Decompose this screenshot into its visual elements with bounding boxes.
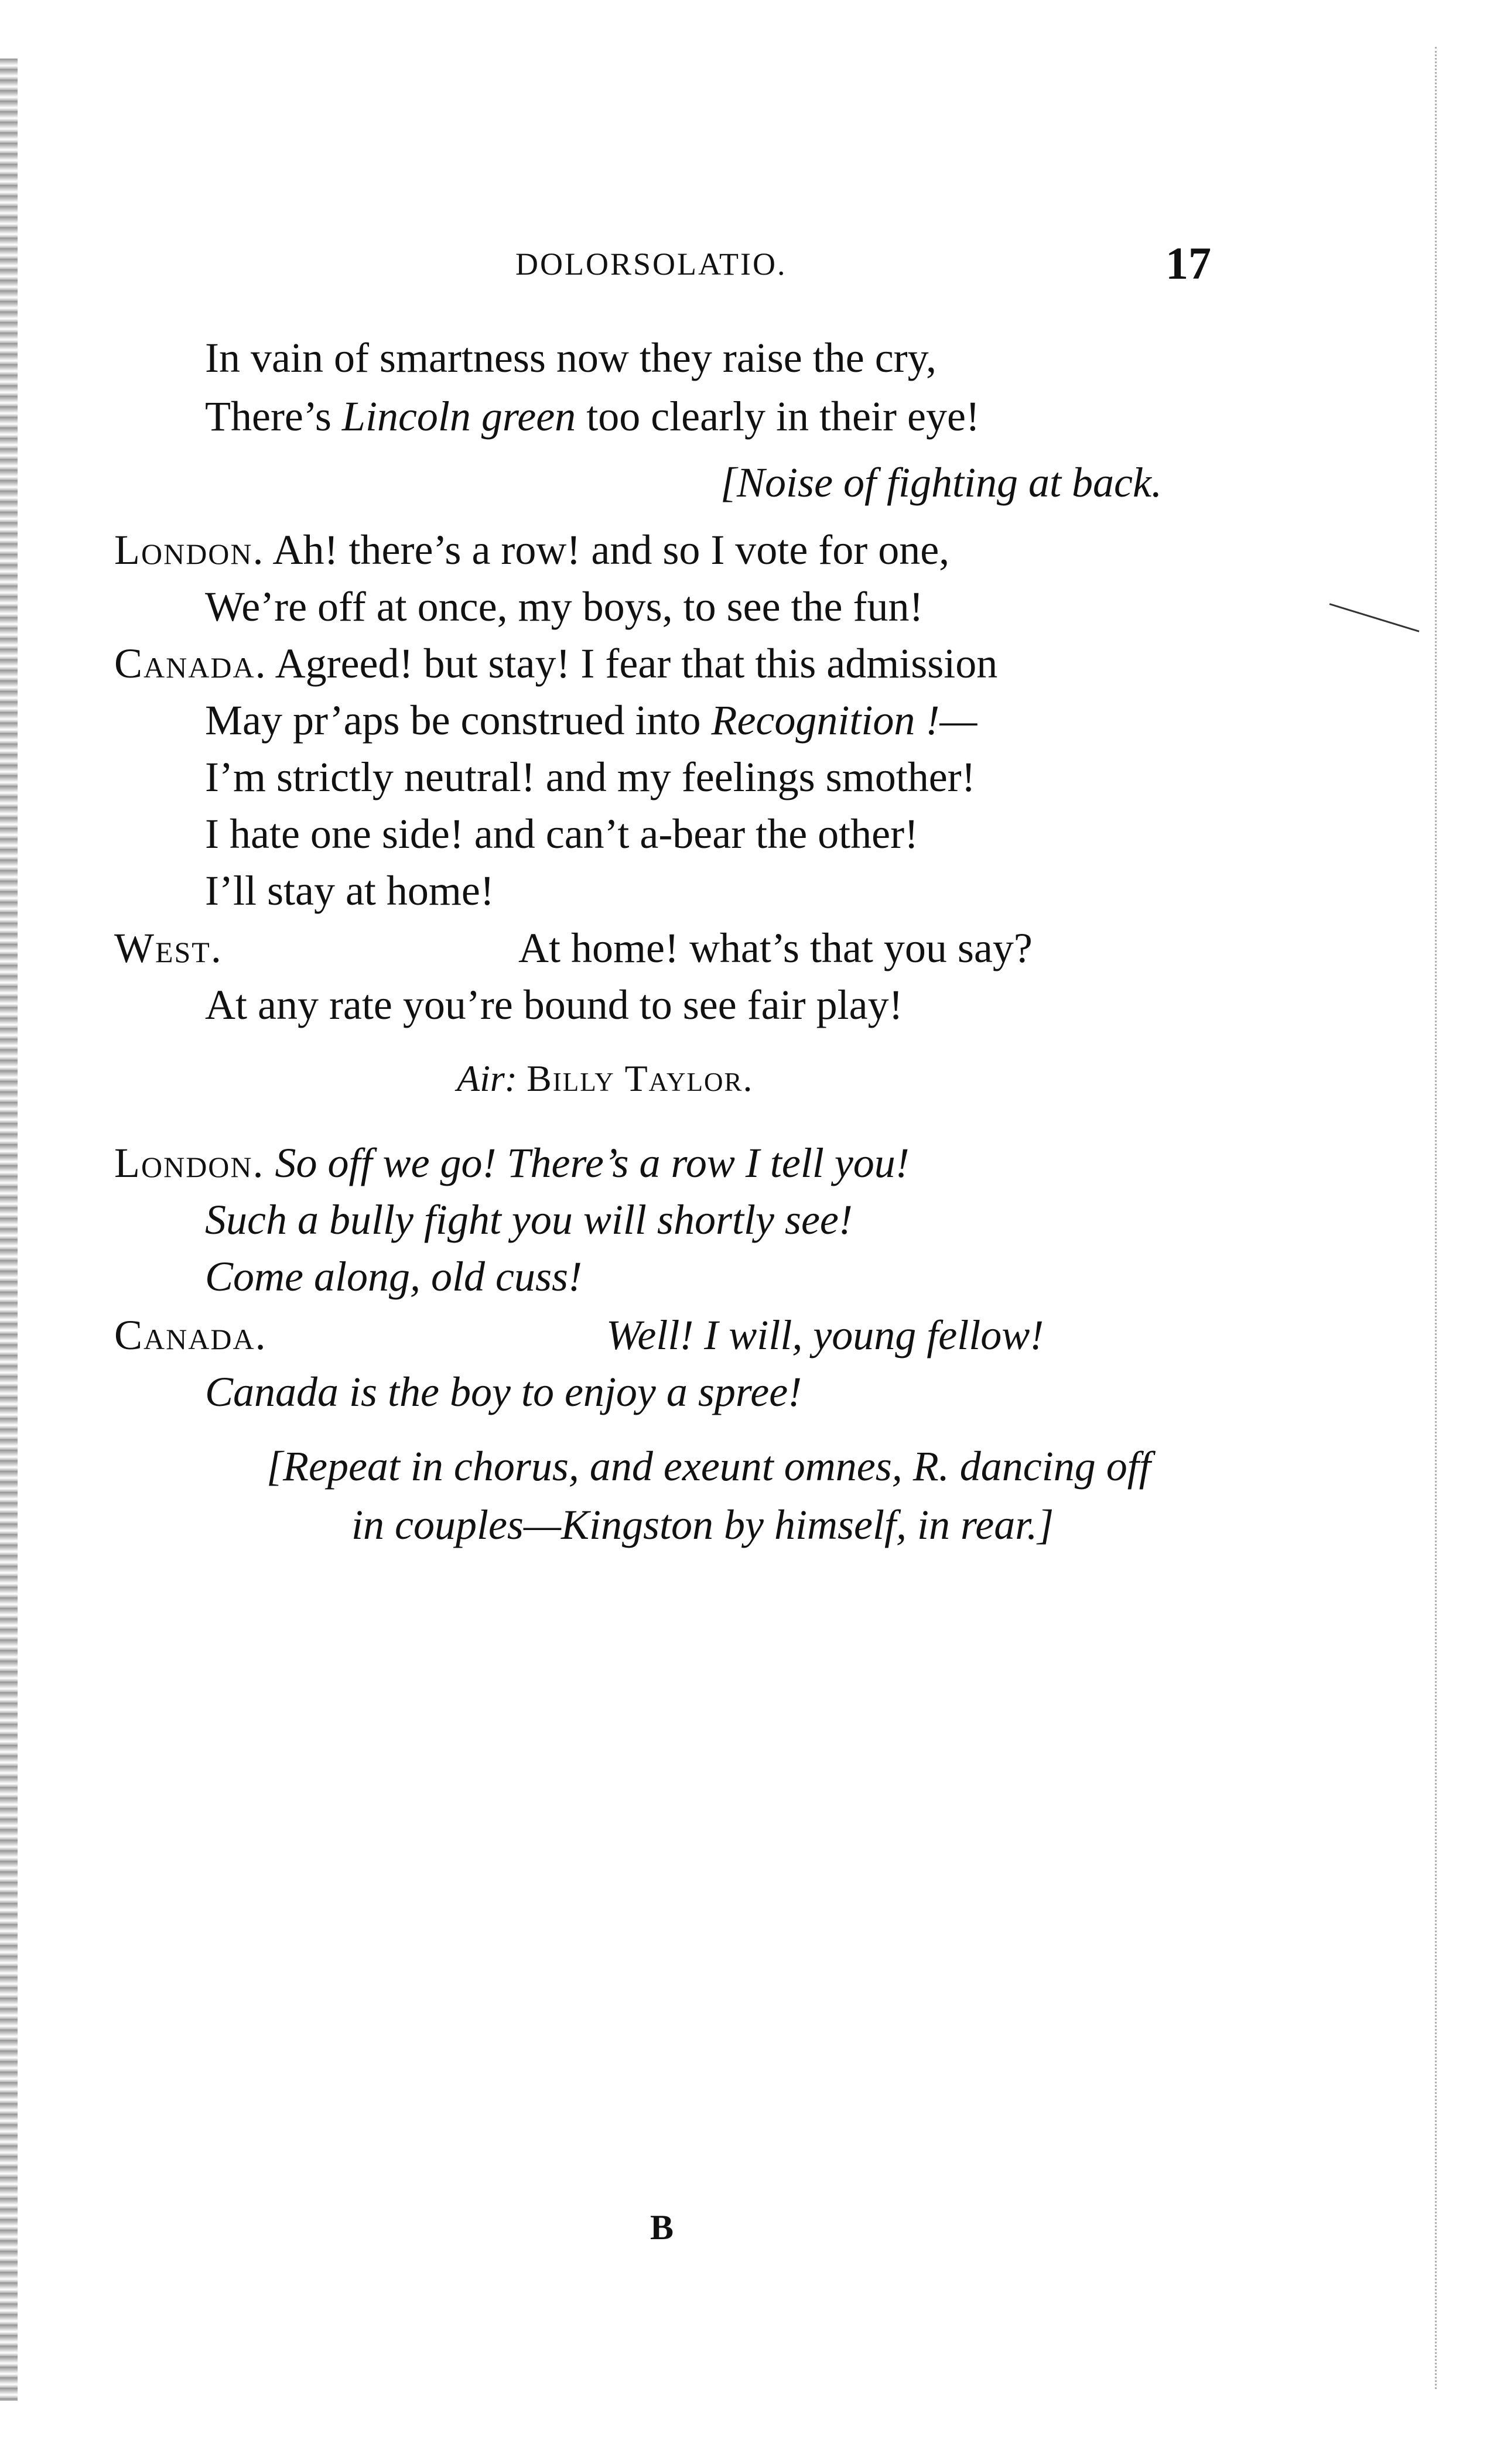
verse-text-italic: Come along, old cuss! [205,1253,582,1300]
verse-line [606,1314,1044,1356]
margin-mark [1329,603,1420,632]
page-number: 17 [1166,238,1211,289]
speaker-name: Canada. [114,1312,267,1358]
speech-line [114,1139,910,1186]
verse-text: I hate one side! and can’t a-bear the other! [205,810,919,857]
speaker-name: London. [114,1139,265,1186]
verse-text-italic: Lincoln green [341,393,576,440]
air-title: Billy Taylor. [527,1058,754,1099]
verse-line [518,927,1033,969]
stage-direction-text: [Repeat in chorus, and exeunt omnes, R. dancing off [266,1443,1151,1490]
verse-text: too clearly in their eye! [576,393,980,440]
verse-text-italic: Such a bully fight you will shortly see! [205,1196,853,1243]
verse-text: We’re off at once, my boys, to see the fun! [205,583,924,630]
stage-direction [351,1501,1054,1548]
verse-text-italic: Well! I will, young fellow! [606,1312,1044,1358]
page-edge-left [0,59,18,2401]
speaker-name: Canada. [114,640,267,687]
verse-line [205,1368,802,1415]
verse-line [205,1255,582,1298]
verse-text-italic: Recognition !— [711,697,978,744]
air-label: Air: [457,1058,518,1099]
stage-direction [266,1443,1151,1490]
speech-line [114,927,223,969]
verse-text-italic: Canada is the boy to enjoy a spree! [205,1368,802,1415]
verse-text: May pr’aps be construed into [205,697,712,744]
verse-line [205,981,903,1028]
verse-text: I’ll stay at home! [205,867,494,914]
verse-line [205,583,924,630]
verse-line [205,393,980,440]
signature-mark: B [650,2208,674,2247]
verse-text: In vain of smartness now they raise the cry, [205,334,937,381]
verse-line [205,1196,853,1243]
speech-line [114,526,950,573]
verse-text: Ah! there’s a row! and so I vote for one, [264,526,950,573]
stage-direction [720,461,1162,504]
verse-line [205,697,978,744]
page-edge-right [1435,47,1440,2389]
verse-line [205,334,937,381]
verse-text: I’m strictly neutral! and my feelings smother! [205,754,976,800]
verse-line [205,810,919,857]
verse-text: Agreed! but stay! I fear that this admission [266,640,998,687]
verse-line [205,867,494,914]
verse-text: There’s [205,393,342,440]
running-title: DOLORSOLATIO. [515,247,787,282]
air-heading [457,1060,754,1097]
speaker-name: West. [114,925,223,971]
verse-text: At any rate you’re bound to see fair play! [205,981,903,1028]
verse-text-italic: So off we go! There’s a row I tell you! [264,1139,910,1186]
speaker-name: London. [114,526,265,573]
verse-line [205,756,976,798]
speech-line [114,642,997,685]
verse-text: At home! what’s that you say? [518,925,1033,971]
stage-direction-text: in couples—Kingston by himself, in rear.] [351,1501,1054,1548]
speech-line [114,1314,267,1356]
stage-direction-text: [Noise of fighting at back. [720,459,1162,506]
